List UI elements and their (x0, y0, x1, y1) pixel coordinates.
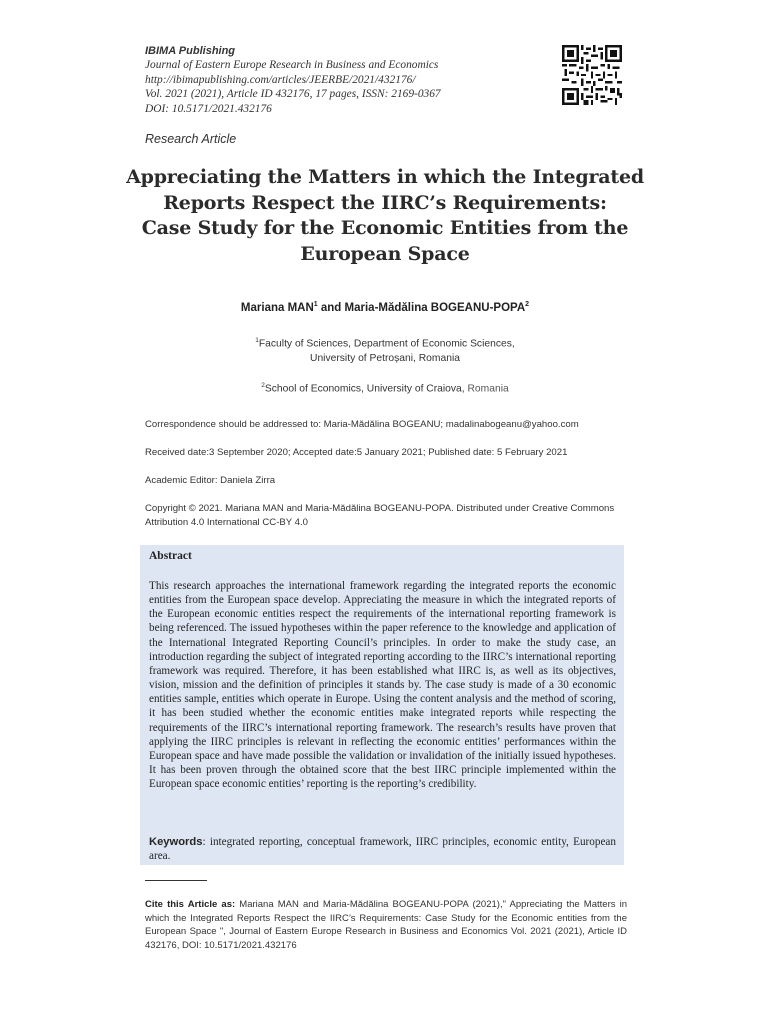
publication-dates: Received date:3 September 2020; Accepted date:5 January 2021; Published date: 5 February 2021 (145, 447, 568, 458)
affiliation-marker: 1 (255, 337, 259, 344)
correspondence: Correspondence should be addressed to: Maria-Mădălina BOGEANU; madalinabogeanu@yahoo.com (145, 419, 579, 430)
article-url[interactable]: http://ibimapublishing.com/articles/JEERBE/2021/432176/ (145, 73, 416, 86)
author-conjunction: and (317, 301, 345, 314)
affiliation-marker: 2 (261, 382, 265, 389)
article-type: Research Article (145, 132, 237, 146)
affiliation-2 (0, 378, 770, 396)
title-line: Case Study for the Economic Entities from the (141, 217, 629, 239)
affiliation-text: School of Economics, University of Craiova, (264, 383, 468, 395)
article-doi: DOI: 10.5171/2021.432176 (145, 102, 272, 115)
footnote-divider (145, 880, 207, 881)
paper-title (120, 165, 650, 267)
author-name: Maria-Mădălina BOGEANU-POPA (344, 301, 526, 314)
abstract-heading: Abstract (149, 550, 192, 562)
affiliation-marker: 2 (525, 301, 530, 308)
affiliation-1 (0, 333, 770, 366)
abstract-box (140, 545, 624, 865)
keywords (149, 835, 616, 863)
citation (145, 898, 627, 952)
journal-header (145, 44, 545, 116)
publisher-name: IBIMA Publishing (145, 45, 236, 57)
academic-editor: Academic Editor: Daniela Zirra (145, 475, 276, 486)
keywords-label: Keywords (149, 836, 203, 848)
keywords-text: : integrated reporting, conceptual framework, IIRC principles, economic entity, European area. (149, 836, 616, 863)
copyright-notice: Copyright © 2021. Mariana MAN and Maria-Mădălina BOGEANU-POPA. Distributed under Creative Commons Attribution 4.0 International CC-BY 4.0 (145, 503, 615, 529)
volume-info: Vol. 2021 (2021), Article ID 432176, 17 pages, ISSN: 2169-0367 (145, 88, 441, 101)
title-line: Reports Respect the IIRC’s Requirements: (163, 191, 607, 214)
citation-label: Cite this Article as: (145, 899, 236, 910)
affiliation-country: Romania (467, 383, 509, 395)
author-list (0, 301, 770, 314)
title-line: European Space (300, 242, 470, 265)
journal-name: Journal of Eastern Europe Research in Business and Economics (145, 59, 439, 72)
abstract-text: This research approaches the international framework regarding the integrated reports the economic entities from the European space develop. Appreciating the measure in which the integrated reports of the European economic entities respect the requirements of the international reporting framework is being referenced. The issued hypotheses within the paper reference to the knowledge and application of the International Integrated Reporting Council’s principles. In order to make the study case, an introduction regarding the subject of integrated reporting according to the IIRC’s international reporting framework was required. Therefore, it has been established what IIRC is, as well as its objectives, vision, mission and the definition of principles it stands by. The case study is made of a 30 economic entities sample, entities which operate in Europe. Using the content analysis and the method of scoring, it has been studied whether the economic entities make integrated reports while respecting the requirements of the IIRC’s international reporting framework. The research’s results have proven that applying the IIRC principles is relevant in reflecting the economic entities’ performances within the European space and have made possible the validation or invalidation of the initially issued hypotheses. It has been proven through the obtained score that the best IIRC principle implemented within the European space economic entities’ reporting is the reporting’s credibility. (149, 580, 616, 791)
affiliation-text: University of Petroșani, Romania (310, 353, 460, 365)
affiliation-marker: 1 (313, 301, 318, 308)
citation-text: Mariana MAN and Maria-Mădălina BOGEANU-POPA (2021)," Appreciating the Matters in which the Integrated Reports Respect the IIRC’s Requirements: Case Study for the Economic entities from the European Space ", Journal of Eastern Europe Research in Business and Economics Vol. 2021 (2021), Article ID 432176, DOI: 10.5171/2021.432176 (145, 899, 627, 951)
qr-code-icon (562, 45, 622, 105)
affiliation-text: Faculty of Sciences, Department of Economic Sciences, (258, 338, 515, 350)
author-name: Mariana MAN (240, 301, 314, 314)
title-line: Appreciating the Matters in which the Integrated (126, 166, 644, 188)
